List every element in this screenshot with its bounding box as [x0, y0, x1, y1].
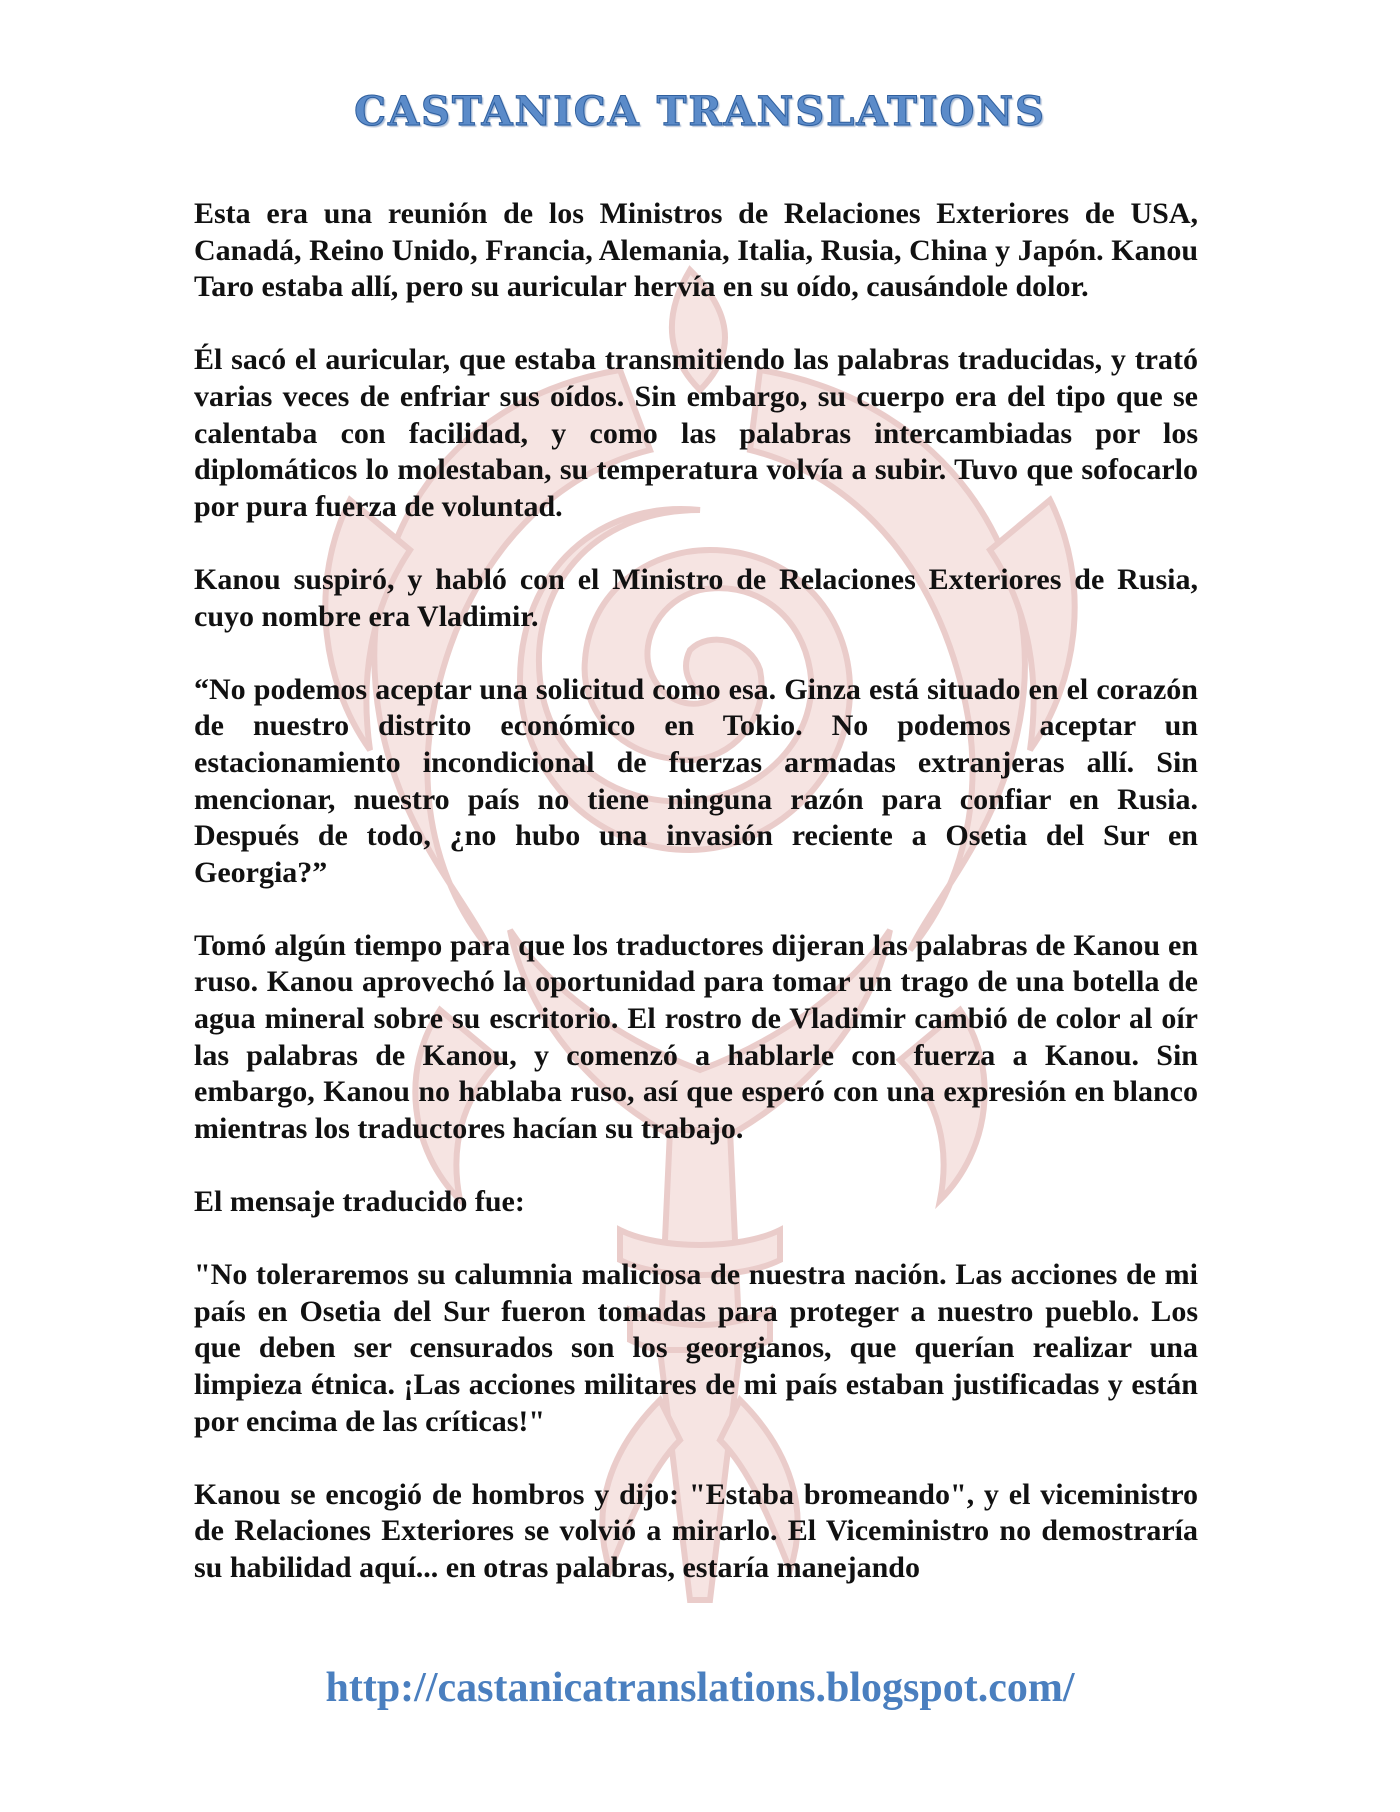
site-title: CASTANICA TRANSLATIONS	[354, 88, 1046, 135]
site-url-link[interactable]: http://castanicatranslations.blogspot.com/	[325, 1665, 1075, 1711]
paragraph: Esta era una reunión de los Ministros de Relaciones Exteriores de USA, Canadá, Reino Unido, Francia, Alemania, Italia, Rusia, China y Japón. Kanou Taro estaba allí, pero su auricular hervía en su oído, causándole dolor.	[194, 197, 1198, 304]
paragraph: “No podemos aceptar una solicitud como esa. Ginza está situado en el corazón de nuestro distrito económico en Tokio. No podemos aceptar un estacionamiento incondicional de fuerzas armadas extranjeras allí. Sin mencionar, nuestro país no tiene ninguna razón para confiar en Rusia. Después de todo, ¿no hubo una invasión reciente a Osetia del Sur en Georgia?”	[194, 672, 1198, 889]
paragraph: Tomó algún tiempo para que los traductores dijeran las palabras de Kanou en ruso. Kanou aprovechó la oportunidad para tomar un trago de una botella de agua mineral sobre su escritorio. El rostro de Vladimir cambió de color al oír las palabras de Kanou, y comenzó a hablarle con fuerza a Kanou. Sin embargo, Kanou no hablaba ruso, así que esperó con una expresión en blanco mientras los traductores hacían su trabajo.	[194, 928, 1198, 1145]
paragraph: Kanou suspiró, y habló con el Ministro de Relaciones Exteriores de Rusia, cuyo nombre era Vladimir.	[194, 562, 1198, 633]
paragraph: "No toleraremos su calumnia maliciosa de nuestra nación. Las acciones de mi país en Osetia del Sur fueron tomadas para proteger a nuestro pueblo. Los que deben ser censurados son los georgianos, que querían realizar una limpieza étnica. ¡Las acciones militares de mi país estaban justificadas y están por encima de las críticas!"	[194, 1258, 1198, 1438]
paragraph: Él sacó el auricular, que estaba transmitiendo las palabras traducidas, y trató varias veces de enfriar sus oídos. Sin embargo, su cuerpo era del tipo que se calentaba con facilidad, y como las palabras intercambiadas por los diplomáticos lo molestaban, su temperatura volvía a subir. Tuvo que sofocarlo por pura fuerza de voluntad.	[194, 343, 1198, 523]
document-body	[194, 196, 1198, 1587]
paragraph: El mensaje traducido fue:	[194, 1185, 525, 1219]
paragraph: Kanou se encogió de hombros y dijo: "Estaba bromeando", y el viceministro de Relaciones Exteriores se volvió a mirarlo. El Viceministro no demostraría su habilidad aquí... en otras palabras, estaría manejando	[194, 1477, 1198, 1584]
